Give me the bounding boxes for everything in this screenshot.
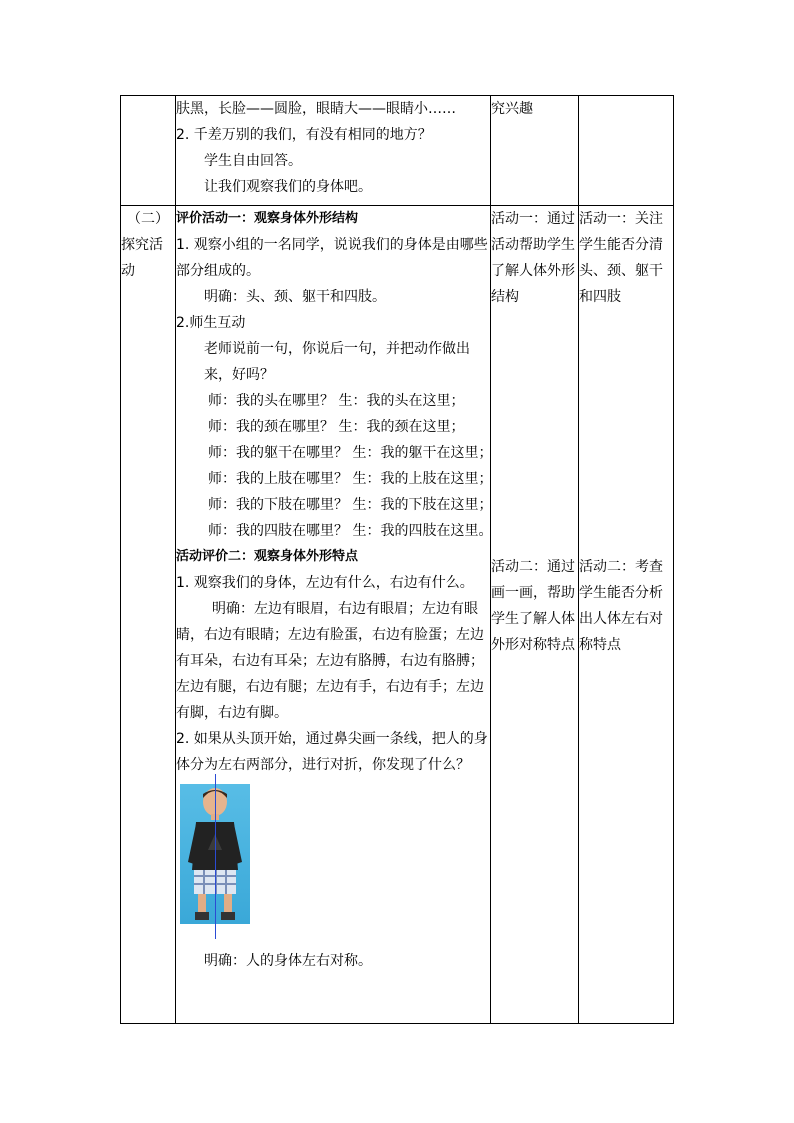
answer: 明确：左边有眼眉，右边有眼眉；左边有眼睛，右边有眼睛；左边有脸蛋，右边有脸蛋；左边有耳朵，右边有耳朵；左边有胳膊，右边有胳膊；左边有腿，右边有腿；左边有手，右边有手；左边有脚，右边有脚。	[176, 601, 484, 721]
content-line: 学生自由回答。	[204, 153, 302, 169]
table-row	[121, 206, 674, 1024]
content-cell	[176, 206, 491, 1024]
stage-name: 探究活动	[121, 237, 163, 279]
answer: 明确：头、颈、躯干和四肢。	[204, 289, 386, 305]
lesson-plan-table	[120, 95, 674, 1024]
design-text: 活动二：通过画一画，帮助学生了解人体外形对称特点	[491, 559, 575, 653]
dialogue-line: 师：我的下肢在哪里？ 生：我的下肢在这里；	[208, 497, 493, 513]
content-line: 让我们观察我们的身体吧。	[204, 179, 372, 195]
question: 2.师生互动	[176, 315, 246, 331]
eval-cell	[579, 206, 674, 1024]
content-cell	[176, 96, 491, 206]
dialogue-line: 师：我的躯干在哪里？ 生：我的躯干在这里；	[208, 445, 493, 461]
question: 2. 如果从头顶开始，通过鼻尖画一条线，把人的身体分为左右两部分，进行对折，你发现了什么？	[176, 731, 488, 773]
design-cell	[491, 96, 579, 206]
instruction: 老师说前一句，你说后一句，并把动作做出来，好吗？	[204, 341, 470, 383]
content-line: 肤黑，长脸——圆脸，眼睛大——眼睛小……	[176, 101, 456, 117]
activity-title: 评价活动一：观察身体外形结构	[176, 211, 359, 226]
question: 1. 观察我们的身体，左边有什么，右边有什么。	[176, 575, 474, 591]
symmetry-figure	[176, 784, 490, 944]
content-line: 2. 千差万别的我们，有没有相同的地方？	[176, 127, 432, 143]
design-text: 活动一：通过活动帮助学生了解人体外形结构	[491, 211, 575, 305]
dialogue-line: 师：我的头在哪里？ 生：我的头在这里；	[208, 393, 465, 409]
stage-cell	[121, 96, 176, 206]
dialogue-line: 师：我的上肢在哪里？ 生：我的上肢在这里；	[208, 471, 493, 487]
activity-title: 活动评价二：观察身体外形特点	[176, 549, 359, 564]
design-cell	[491, 206, 579, 1024]
table-row	[121, 96, 674, 206]
stage-number: （二）	[127, 211, 169, 227]
symmetry-axis-line	[215, 774, 216, 939]
stage-cell	[121, 206, 176, 1024]
question: 1. 观察小组的一名同学，说说我们的身体是由哪些部分组成的。	[176, 237, 488, 279]
conclusion: 明确：人的身体左右对称。	[204, 953, 372, 969]
dialogue-line: 师：我的四肢在哪里？ 生：我的四肢在这里。	[208, 523, 493, 539]
eval-text: 活动二：考查学生能否分析出人体左右对称特点	[579, 559, 663, 653]
design-text: 究兴趣	[491, 101, 533, 117]
eval-text: 活动一：关注学生能否分清头、颈、躯干和四肢	[579, 211, 663, 305]
dialogue-line: 师：我的颈在哪里？ 生：我的颈在这里；	[208, 419, 465, 435]
eval-cell	[579, 96, 674, 206]
